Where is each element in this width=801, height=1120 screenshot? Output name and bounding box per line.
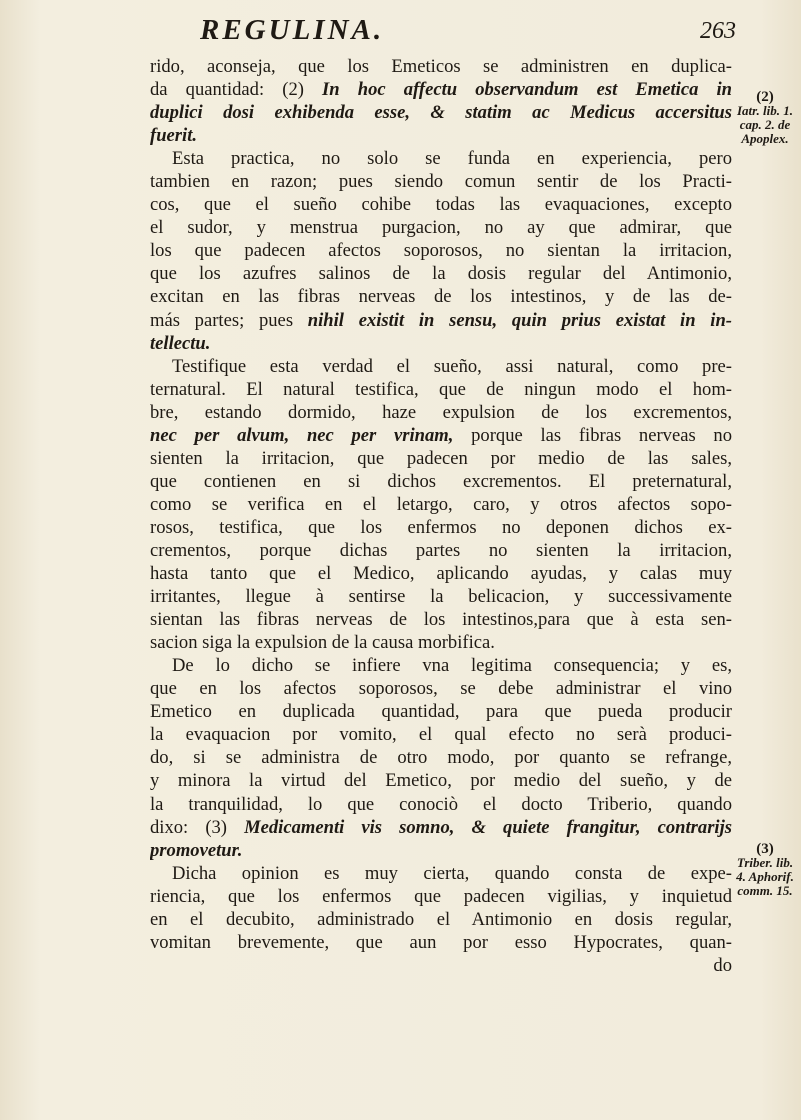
running-head: REGULINA. [200, 14, 385, 46]
line-roman-text: que los azufres salinos de la dosis regular del Antimonio, [150, 263, 732, 285]
line-roman-text: más partes; pues [150, 309, 308, 331]
text-line [150, 839, 732, 862]
text-line [150, 954, 732, 977]
margin-note-3 [734, 842, 796, 898]
line-roman-text: Testifique esta verdad el sueño, assi natural, como pre- [172, 355, 732, 377]
line-roman-text: sienten la irritacion, que padecen por medio de las sales, [150, 447, 732, 469]
text-line [150, 55, 732, 78]
text-line [150, 677, 732, 700]
line-roman-text: como se verifica en el letargo, caro, y otros afectos sopo- [150, 493, 732, 515]
line-roman-text: porque las fibras nerveas no [453, 424, 732, 446]
line-roman-text: sientan las fibras nerveas de los intestinos,para que à esta sen- [150, 609, 732, 631]
line-roman-text: en el decubito, administrado el Antimonio en dosis regular, [150, 908, 732, 930]
line-roman-text: Esta practica, no solo se funda en experiencia, pero [172, 148, 732, 170]
text-line [150, 193, 732, 216]
line-roman-text: vomitan brevemente, que aun por esso Hypocrates, quan- [150, 931, 732, 953]
text-line [150, 931, 732, 954]
text-line [150, 562, 732, 585]
line-latin-quote: nihil existit in sensu, quin prius existat in in- [307, 309, 732, 331]
note-text-3: Triber. lib. 4. Aphorif. comm. 15. [736, 855, 794, 898]
text-line [150, 862, 732, 885]
line-latin-quote: duplici dosi exhibenda esse, & statim ac Medicus accersitus [150, 102, 732, 124]
line-roman-text: que contienen en si dichos excrementos. El preternatural, [150, 470, 732, 492]
text-line [150, 700, 732, 723]
text-line [150, 470, 732, 493]
line-roman-text: cos, que el sueño cohibe todas las evaquaciones, excepto [150, 194, 732, 216]
line-roman-text: ternatural. El natural testifica, que de ningun modo el hom- [150, 378, 732, 400]
text-line [150, 101, 732, 124]
text-line [150, 447, 732, 470]
text-line [150, 723, 732, 746]
line-latin-quote: Medicamenti vis somno, & quiete frangitur, contrarijs [244, 816, 732, 838]
line-roman-text: Emetico en duplicada quantidad, para que pueda producir [150, 701, 732, 723]
line-latin-quote: tellectu. [150, 332, 211, 354]
text-line [150, 908, 732, 931]
note-text-2: Iatr. lib. 1. cap. 2. de Apoplex. [737, 103, 793, 146]
text-line [150, 239, 732, 262]
line-latin-quote: fuerit. [150, 125, 198, 147]
line-latin-quote: In hoc affectu observandum est Emetica in [322, 79, 732, 101]
line-latin-quote: nec per alvum, nec per vrinam, [150, 424, 454, 446]
line-roman-text: sacion siga la expulsion de la causa morbifica. [150, 632, 495, 654]
line-roman-text: y minora la virtud del Emetico, por medio del sueño, y de [150, 770, 732, 792]
text-line [150, 516, 732, 539]
note-marker-3: (3) [756, 841, 774, 857]
margin-note-2 [734, 90, 796, 146]
text-line [150, 631, 732, 654]
line-roman-text: excitan en las fibras nerveas de los intestinos, y de las de- [150, 286, 732, 308]
line-roman-text: la tranquilidad, lo que conociò el docto Triberio, quando [150, 793, 732, 815]
note-marker-2: (2) [756, 89, 774, 105]
text-line [150, 262, 732, 285]
text-line [150, 816, 732, 839]
text-line [150, 285, 732, 308]
line-roman-text: tambien en razon; pues siendo comun sentir de los Practi- [150, 171, 732, 193]
line-roman-text: do [713, 954, 732, 976]
text-line [150, 147, 732, 170]
text-line [150, 216, 732, 239]
line-roman-text: rido, aconseja, que los Emeticos se administren en duplica- [150, 56, 732, 77]
line-roman-text: el sudor, y menstrua purgacion, no ay que admirar, que [150, 217, 732, 239]
body-text [150, 55, 732, 977]
line-roman-text: Dicha opinion es muy cierta, quando consta de expe- [172, 862, 732, 884]
line-roman-text: riencia, que los enfermos que padecen vigilias, y inquietud [150, 885, 732, 907]
text-line [150, 170, 732, 193]
text-line [150, 539, 732, 562]
text-line [150, 78, 732, 101]
line-roman-text: bre, estando dormido, haze expulsion de los excrementos, [150, 401, 732, 423]
line-roman-text: hasta tanto que el Medico, aplicando ayudas, y calas muy [150, 563, 732, 585]
line-roman-text: la evaquacion por vomito, el qual efecto no serà produci- [150, 724, 732, 746]
text-line [150, 332, 732, 355]
text-line [150, 493, 732, 516]
text-line [150, 608, 732, 631]
line-roman-text: De lo dicho se infiere vna legitima consequencia; y es, [172, 655, 732, 677]
line-roman-text: los que padecen afectos soporosos, no sientan la irritacion, [150, 240, 732, 262]
line-roman-text: crementos, porque dichas partes no sienten la irritacion, [150, 539, 732, 561]
page-header [0, 14, 801, 54]
line-roman-text: irritantes, llegue à sentirse la belicacion, y successivamente [150, 586, 732, 608]
text-line [150, 885, 732, 908]
page-number: 263 [700, 18, 736, 44]
text-line [150, 746, 732, 769]
text-line [150, 309, 732, 332]
text-line [150, 355, 732, 378]
text-line [150, 124, 732, 147]
line-roman-text: dixo: (3) [150, 816, 245, 838]
text-line [150, 401, 732, 424]
line-roman-text: rosos, testifica, que los enfermos no deponen dichos ex- [150, 516, 732, 538]
text-line [150, 585, 732, 608]
line-latin-quote: promovetur. [150, 839, 243, 861]
line-roman-text: que en los afectos soporosos, se debe administrar el vino [150, 678, 732, 700]
text-line [150, 769, 732, 792]
line-roman-text: do, si se administra de otro modo, por quanto se refrange, [150, 747, 732, 769]
text-line [150, 654, 732, 677]
text-line [150, 424, 732, 447]
line-roman-text: da quantidad: (2) [150, 79, 323, 101]
text-line [150, 378, 732, 401]
text-line [150, 793, 732, 816]
